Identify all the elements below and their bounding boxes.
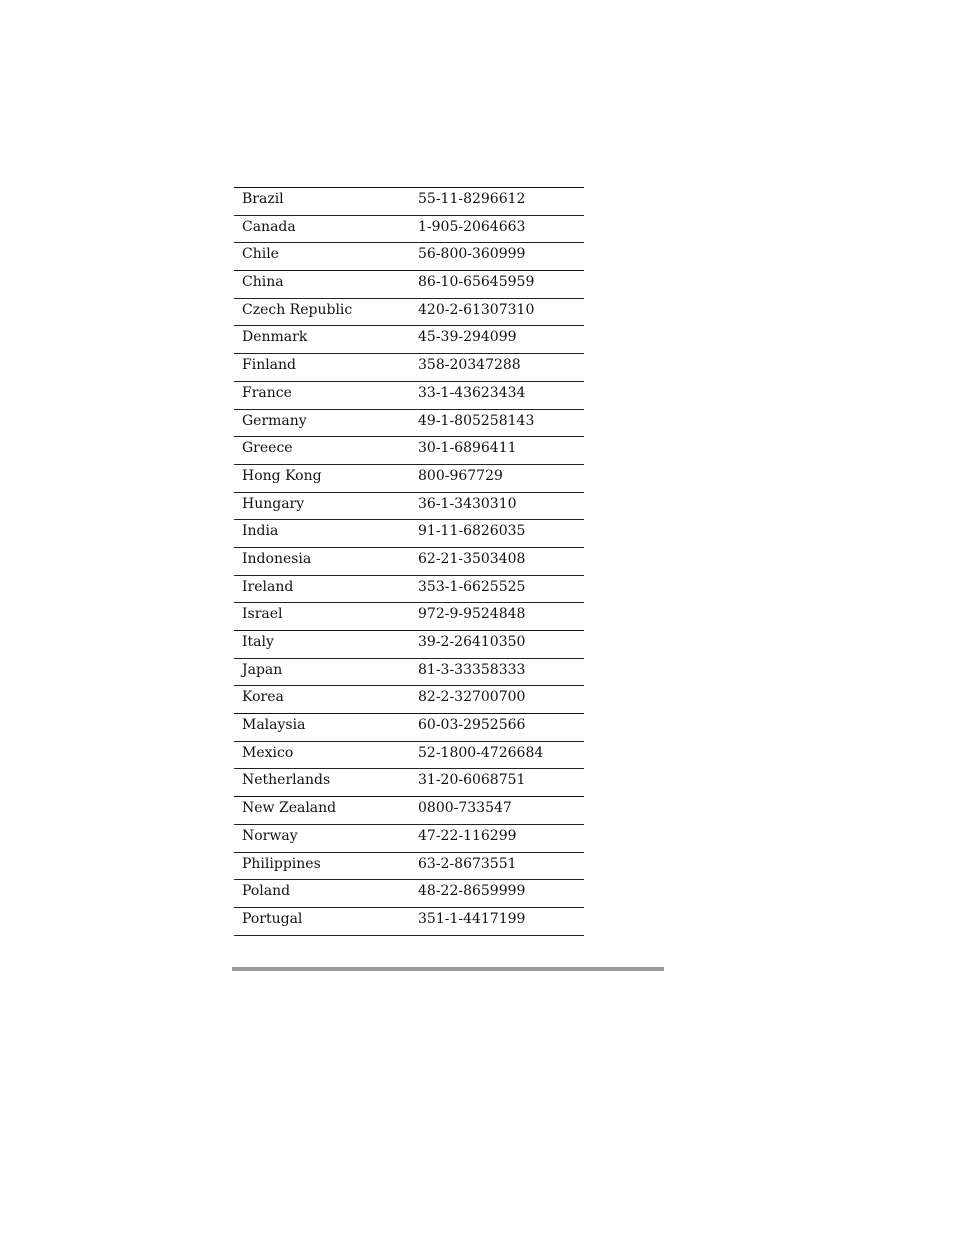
table-row: [234, 299, 584, 327]
phone-number-cell: 82-2-32700700: [418, 689, 526, 706]
country-cell: China: [242, 274, 284, 291]
country-cell: Finland: [242, 357, 297, 374]
country-cell: Italy: [242, 634, 274, 650]
table-row: [234, 493, 584, 521]
phone-number-cell: 0800-733547: [418, 800, 512, 817]
country-cell: Indonesia: [242, 550, 312, 567]
country-cell: India: [242, 523, 279, 540]
phone-number-cell: 45-39-294099: [418, 329, 517, 346]
phone-number-cell: 353-1-6625525: [418, 578, 526, 595]
country-cell: Netherlands: [242, 772, 331, 789]
country-cell: Germany: [242, 412, 307, 429]
phone-number-cell: 56-800-360999: [418, 246, 526, 263]
phone-number-cell: 31-20-6068751: [418, 772, 526, 789]
phone-number-cell: 800-967729: [418, 467, 503, 484]
phone-number-cell: 60-03-2952566: [418, 717, 526, 734]
table-row: [234, 216, 584, 244]
country-cell: New Zealand: [242, 800, 337, 817]
table-row: [234, 769, 584, 797]
country-cell: Hungary: [242, 495, 305, 512]
country-cell: Ireland: [242, 578, 294, 595]
phone-number-cell: 48-22-8659999: [418, 883, 526, 900]
table-row: [234, 520, 584, 548]
country-cell: Hong Kong: [242, 467, 322, 484]
phone-number-cell: 52-1800-4726684: [418, 744, 544, 761]
table-row: [234, 410, 584, 438]
table-row: [234, 326, 584, 354]
phone-number-cell: 55-11-8296612: [418, 191, 526, 207]
table-row: [234, 465, 584, 493]
phone-number-cell: 91-11-6826035: [418, 523, 526, 540]
country-cell: Mexico: [242, 744, 294, 761]
country-cell: Denmark: [242, 329, 308, 346]
support-phone-table: [234, 187, 584, 936]
country-cell: Poland: [242, 883, 291, 900]
table-row: [234, 354, 584, 382]
phone-number-cell: 81-3-33358333: [418, 661, 526, 678]
phone-number-cell: 420-2-61307310: [418, 301, 535, 318]
table-row: [234, 437, 584, 465]
footer-rule: [232, 967, 664, 971]
table-row: [234, 825, 584, 853]
table-row: [234, 271, 584, 299]
phone-number-cell: 358-20347288: [418, 357, 521, 374]
country-cell: Israel: [242, 606, 283, 623]
country-cell: France: [242, 384, 292, 401]
phone-number-cell: 30-1-6896411: [418, 440, 517, 457]
table-row: [234, 742, 584, 770]
table-row: [234, 631, 584, 659]
country-cell: Chile: [242, 246, 279, 263]
table-row: [234, 714, 584, 742]
country-cell: Portugal: [242, 910, 303, 927]
country-cell: Philippines: [242, 855, 321, 872]
country-cell: Malaysia: [242, 717, 306, 734]
table-row: [234, 908, 584, 936]
table-row: [234, 243, 584, 271]
country-cell: Japan: [242, 661, 283, 678]
phone-number-cell: 1-905-2064663: [418, 218, 526, 235]
table-row: [234, 603, 584, 631]
phone-number-cell: 39-2-26410350: [418, 634, 526, 650]
phone-number-cell: 63-2-8673551: [418, 855, 517, 872]
table-row: [234, 188, 584, 216]
table-row: [234, 853, 584, 881]
phone-number-cell: 351-1-4417199: [418, 910, 526, 927]
country-cell: Greece: [242, 440, 293, 457]
table-row: [234, 880, 584, 908]
table-row: [234, 382, 584, 410]
table-row: [234, 797, 584, 825]
country-cell: Canada: [242, 218, 296, 235]
country-cell: Czech Republic: [242, 301, 353, 318]
phone-number-cell: 86-10-65645959: [418, 274, 535, 291]
phone-number-cell: 49-1-805258143: [418, 412, 535, 429]
table-row: [234, 686, 584, 714]
table-row: [234, 548, 584, 576]
phone-number-cell: 36-1-3430310: [418, 495, 517, 512]
country-cell: Norway: [242, 827, 298, 844]
phone-number-cell: 47-22-116299: [418, 827, 517, 844]
table-row: [234, 659, 584, 687]
phone-number-cell: 33-1-43623434: [418, 384, 526, 401]
phone-number-cell: 972-9-9524848: [418, 606, 526, 623]
phone-number-cell: 62-21-3503408: [418, 550, 526, 567]
country-cell: Korea: [242, 689, 284, 706]
country-cell: Brazil: [242, 191, 284, 207]
table-row: [234, 576, 584, 604]
